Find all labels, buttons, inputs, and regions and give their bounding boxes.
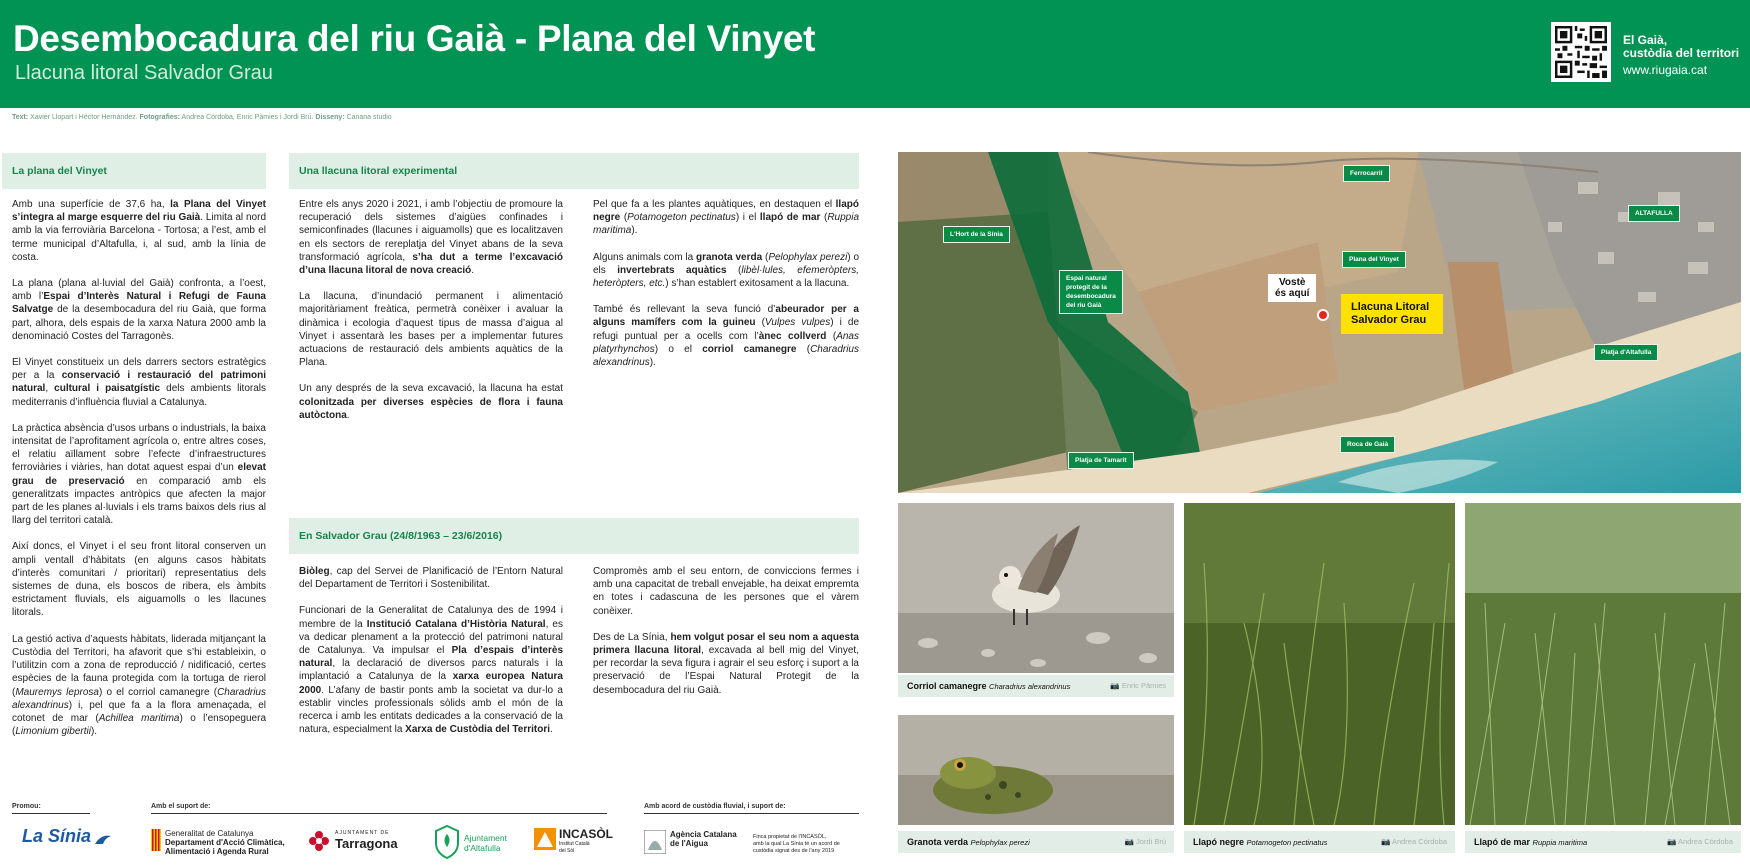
- section-heading-salvador: En Salvador Grau (24/8/1963 – 23/6/2016): [289, 518, 859, 554]
- map-label-ferrocarril: Ferrocarril: [1343, 165, 1390, 182]
- map-label-espai-natural: [1059, 270, 1123, 314]
- credits-text-label: Text:: [12, 114, 29, 121]
- column-plana-text: Amb una superfície de 37,6 ha, la Plana del Vinyet s’integra al marge esquerre del riu Gaià. Limita al nord amb la via ferroviària Barcelona - Tortosa; a l’est, amb el terme municipal d’Altafulla, i, al sud, amb la línia de costa. La plana (plana al·luvial del Gaià) confronta, a l’oest, amb l’Espai d’Interès Natural i Refugi de Fauna Salvatge de la desembocadura del riu Gaià, que forma part, alhora, dels espais de la xarxa Natura 2000 amb la denominació Costes del Tarragonès. El Vinyet constitueix un dels darrers sectors estratègics per a la conservació i restauració del patrimoni natural, cultural i paisatgístic dels ambients litorals mediterranis d’influència fluvial a Catalunya. La pràctica absència d’usos urbans o industrials, la baixa intensitat de l’aprofitament agrícola o, entre altres coses, el relatiu aïllament sobre l’efecte d’infraestructures ferroviàries i viàries, han dotat aquest espai d’un elevat grau de preservació en comparació amb els generalitzats impactes antròpics que afecten la major part de les planes al·luvials i els trams baixos dels rius al llarg del territori català. Així doncs, el Vinyet i el seu front litoral conserven un ampli ventall d’hàbitats (en alguns casos hàbitats d’interès comunitari / prioritari) representatius dels sistemes de duna, els boscos de ribera, els àmbits estrictament fluvials, els aiguamolls o les llacunes litorals. La gestió activa d’aquests hàbitats, liderada mitjançant la Custòdia del Territori, ha afavorit que s’hi estableixin, o l’utilitzin com a zona de reproducció / nidificació, certes espècies de la fauna protegida com la tortuga de rierol (Mauremys leprosa) o el corriol camanegre (Charadrius alexandrinus) i, pel que fa a la flora amenaçada, el cotonet de mar (Achillea maritima) o l’ensopeguera (Limonium gibertii).: [12, 199, 267, 738]
- caption-corriol-credit: 📷 Enric Pàmies: [1110, 681, 1166, 690]
- column-llacuna-text-a: Entre els anys 2020 i 2021, i amb l’objectiu de promoure la recuperació dels sistemes d’aigües confinades i semiconfinades (llacunes i aiguamolls) que es localitzaven en els sectors de rereplatja del Vinyet abans de la seva transformació agrícola, s’ha dut a terme l’excavació d’una llacuna litoral de nova creació. La llacuna, d’inundació permanent i alimentació majoritàriament freàtica, permetrà conèixer i avaluar la dinàmica i ecologia d’aquest tipus de massa d’aigua al Vinyet i assentarà les bases per a implementar futures actuacions de restauració dels ambients aquàtics de la Plana. Un any després de la seva excavació, la llacuna ha estat colonitzada per diverses espècies de flora i fauna autòctona.: [299, 199, 563, 421]
- caption-granota-credit: 📷 Jordi Brú: [1124, 837, 1166, 846]
- you-are-here-line-2: és aquí: [1275, 288, 1310, 299]
- map-label-espai-line-3: desembocadura: [1066, 293, 1116, 300]
- finca-note: [753, 834, 840, 855]
- tarragona-flower-icon: [308, 830, 330, 852]
- logo-tarragona: [308, 830, 398, 852]
- pondweed-image: [1184, 503, 1455, 825]
- map-label-espai-line-1: Espai natural: [1066, 275, 1107, 282]
- caption-corriol-name: Corriol camanegre: [907, 681, 987, 691]
- finca-note-line-3: custòdia signat des de l'any 2019: [753, 848, 835, 854]
- caption-granota-credit-name: Jordi Brú: [1135, 837, 1166, 846]
- finca-note-line-2: amb la qual La Sínia té un acord de: [753, 841, 840, 847]
- logo-altafulla: [434, 825, 507, 859]
- credits-text-value: Xavier Llopart i Héctor Hernández.: [30, 114, 138, 121]
- footer-suport-label: Amb el suport de:: [151, 803, 211, 810]
- credits-line: [12, 114, 392, 121]
- caption-llapo-negre-latin: Potamogeton pectinatus: [1246, 838, 1328, 847]
- logo-incasol-sub-2: del Sòl: [559, 848, 575, 854]
- map-label-espai-line-2: protegit de la: [1066, 284, 1107, 291]
- brand-url-link[interactable]: www.riugaia.cat: [1623, 63, 1708, 77]
- brand-line-2: custòdia del territori: [1623, 46, 1740, 60]
- logo-la-sinia-text: La Sínia: [22, 826, 92, 846]
- logo-incasol-name: INCASÒL: [559, 827, 613, 841]
- map-label-hort-sinia: L'Hort de la Sínia: [943, 226, 1010, 243]
- photo-corriol[interactable]: [898, 503, 1174, 673]
- map-label-altafulla: ALTAFULLA: [1628, 205, 1680, 222]
- aerial-map-image: [898, 152, 1741, 493]
- section-heading-plana: La plana del Vinyet: [2, 153, 266, 189]
- logo-tarragona-small: AJUNTAMENT DE: [335, 830, 390, 836]
- caption-corriol-latin: Charadrius alexandrinus: [989, 682, 1071, 691]
- you-are-here-line-1: Vostè: [1278, 277, 1306, 288]
- map-label-platja-altafulla: Platja d'Altafulla: [1594, 344, 1658, 361]
- aca-icon: [644, 830, 666, 854]
- caption-llapo-mar-latin: Ruppia maritima: [1532, 838, 1588, 847]
- caption-llapo-mar-credit: 📷 Andrea Córdoba: [1666, 837, 1733, 846]
- caption-llapo-mar: [1465, 831, 1741, 853]
- logo-la-sinia: [22, 826, 117, 848]
- caption-llapo-negre-credit: 📷 Andrea Córdoba: [1380, 837, 1447, 846]
- caption-llapo-mar-credit-name: Andrea Córdoba: [1677, 837, 1733, 846]
- credits-photos-value: Andrea Córdoba, Enric Pàmies i Jordi Brú.: [181, 114, 314, 121]
- logo-incasol-sub-1: Institut Català: [559, 841, 590, 847]
- bird-icon: [93, 832, 113, 848]
- logo-generalitat: [151, 829, 285, 856]
- aerial-map[interactable]: [898, 152, 1741, 493]
- logo-altafulla-line-1: Ajuntament: [464, 833, 507, 843]
- footer-acord-label: Amb acord de custòdia fluvial, i suport de:: [644, 803, 786, 810]
- footer-divider: [151, 813, 607, 814]
- caption-llapo-negre-name: Llapó negre: [1193, 837, 1245, 847]
- seagrass-image: [1465, 503, 1741, 825]
- finca-note-line-1: Finca propietat de l'INCASÒL,: [753, 834, 827, 840]
- frog-image: [898, 715, 1174, 825]
- caption-llapo-negre: [1184, 831, 1455, 853]
- caption-corriol-credit-name: Enric Pàmies: [1121, 681, 1166, 690]
- map-label-espai-line-4: del riu Gaià: [1066, 302, 1102, 309]
- map-label-plana-vinyet: Plana del Vinyet: [1342, 251, 1406, 268]
- logo-aca: [644, 830, 737, 854]
- map-label-platja-tamarit: Platja de Tamarit: [1068, 452, 1134, 469]
- incasol-icon: [534, 828, 556, 850]
- caption-llapo-mar-name: Llapó de mar: [1474, 837, 1531, 847]
- logo-generalitat-line-3: Alimentació i Agenda Rural: [165, 847, 269, 856]
- logo-generalitat-line-2: Departament d'Acció Climàtica,: [165, 838, 285, 847]
- location-marker-icon: [1317, 309, 1329, 321]
- senyera-icon: [151, 829, 161, 851]
- map-label-roca-gaia: Roca de Gaià: [1340, 436, 1395, 453]
- logo-aca-line-1: Agència Catalana: [670, 830, 737, 839]
- logo-altafulla-line-2: d'Altafulla: [464, 843, 501, 853]
- column-salvador-text-b: Compromès amb el seu entorn, de conviccions fermes i amb una capacitat de treball envejable, ha deixat empremta en totes i cadascuna de les persones que el vàrem conèixer. Des de La Sínia, hem volgut posar el seu nom a aquesta primera llacuna litoral, excavada al bell mig del Vinyet, per recordar la seva figura i agrair el seu esforç i suport a la preservació de l’Espai Natural Protegit de la desembocadura del riu Gaià.: [593, 566, 859, 696]
- plover-bird-image: [898, 503, 1174, 673]
- brand-line-1: El Gaià,: [1623, 33, 1668, 47]
- altafulla-shield-icon: [434, 825, 460, 859]
- footer-divider: [644, 813, 859, 814]
- photo-llapo-mar[interactable]: [1465, 503, 1741, 825]
- caption-corriol: [898, 675, 1174, 697]
- footer-divider: [12, 813, 90, 814]
- page-title: Desembocadura del riu Gaià - Plana del Vinyet: [13, 18, 816, 59]
- photo-llapo-negre[interactable]: [1184, 503, 1455, 825]
- logo-tarragona-name: Tarragona: [335, 836, 398, 851]
- section-heading-llacuna: Una llacuna litoral experimental: [289, 153, 859, 189]
- page-subtitle: Llacuna litoral Salvador Grau: [15, 62, 273, 84]
- footer-promou-label: Promou:: [12, 803, 41, 810]
- photo-granota[interactable]: [898, 715, 1174, 825]
- caption-llapo-negre-credit-name: Andrea Córdoba: [1391, 837, 1447, 846]
- credits-design-label: Disseny:: [315, 114, 345, 121]
- caption-granota-name: Granota verda: [907, 837, 969, 847]
- logo-aca-line-2: de l'Aigua: [670, 839, 708, 848]
- credits-design-value: Canana studio: [346, 114, 392, 121]
- caption-granota-latin: Pelophylax perezi: [970, 838, 1030, 847]
- column-salvador-text-a: Biòleg, cap del Servei de Planificació de l’Entorn Natural del Departament de Territori i Sostenibilitat. Funcionari de la Generalitat de Catalunya des de 1994 i membre de la Institució Catalana d’Història Natural, es va dedicar plenament a la protecció del patrimoni natural de Catalunya. Va impulsar el Pla d’espais d’interès natural, la declaració de diversos parcs naturals i la implantació a Catalunya de la xarxa europea Natura 2000. L’afany de bastir ponts amb la societat va dur-lo a establir vincles professionals sòlids amb el món de la recerca i amb les entitats dedicades a la conservació de la natura, especialment la Xarxa de Custòdia del Territori.: [299, 566, 564, 736]
- you-are-here-label: [1268, 274, 1316, 302]
- qr-code-icon[interactable]: [1551, 22, 1611, 82]
- credits-photos-label: Fotografies:: [139, 114, 180, 121]
- column-llacuna-text-b: Pel que fa a les plantes aquàtiques, en destaquen el llapó negre (Potamogeton pectinatus) i el llapó de mar (Ruppia maritima). Alguns animals com la granota verda (Pelophylax perezi) o els invertebrats aquàtics (libèl·lules, efemeròpters, heteròpters, etc.) s’han establert exitosament a la llacuna. També és rellevant la seva funció d’abeurador per a alguns mamífers com la guineu (Vulpes vulpes) i de refugi puntual per a ocells com l’ànec collverd (Anas platyrhynchos) o el corriol camanegre (Charadrius alexandrinus).: [593, 199, 860, 369]
- logo-generalitat-line-1: Generalitat de Catalunya: [165, 829, 254, 838]
- brand-block: [1623, 34, 1739, 77]
- header-banner: [0, 0, 1750, 108]
- caption-granota: [898, 831, 1174, 853]
- logo-incasol: [534, 827, 613, 855]
- lagoon-label: Llacuna Litoral Salvador Grau: [1341, 294, 1443, 334]
